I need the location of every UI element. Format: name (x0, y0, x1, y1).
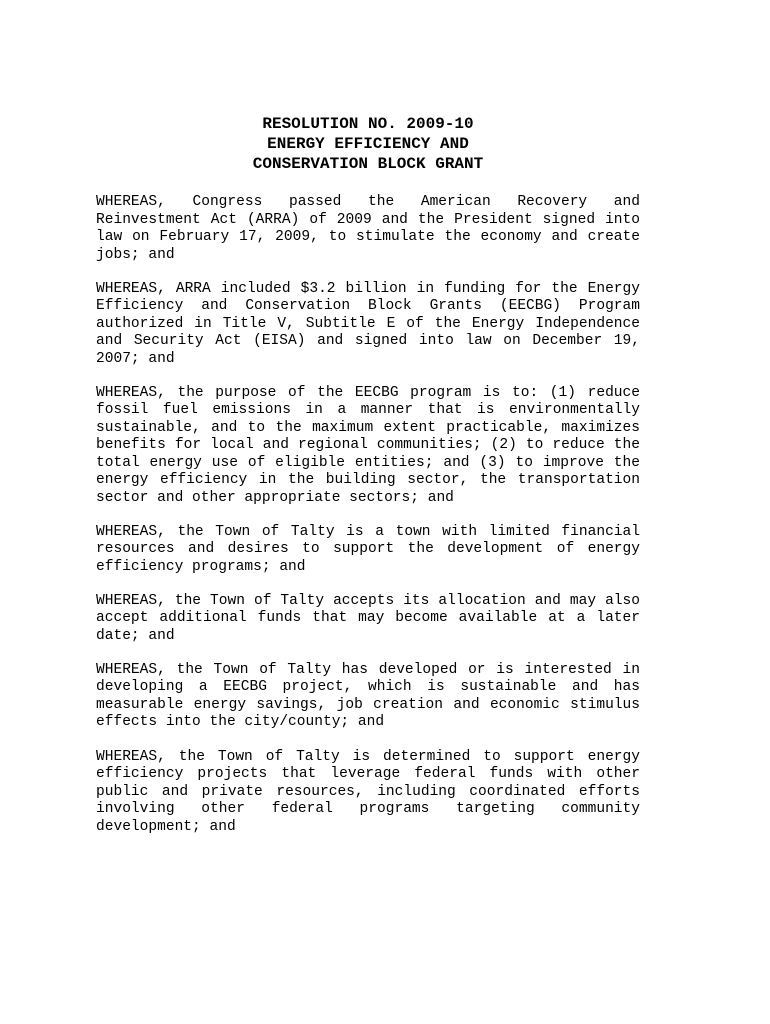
whereas-paragraph-leverage-funds: WHEREAS, the Town of Talty is determined to support energy efficiency projects that leverage federal funds with other public and private resources, including coordinated efforts involving other federal programs targeting community development; and (96, 748, 640, 835)
title-line-block-grant: CONSERVATION BLOCK GRANT (252, 155, 484, 173)
resolution-title (96, 114, 640, 174)
whereas-paragraph-eecbg-funding: WHEREAS, ARRA included $3.2 billion in funding for the Energy Efficiency and Conservation Block Grants (EECBG) Program authorized in Title V, Subtitle E of the Energy Independence and Security Act (EISA) and signed into law on December 19, 2007; and (96, 280, 640, 367)
title-line-resolution-number: RESOLUTION NO. 2009-10 (262, 115, 474, 133)
whereas-paragraph-limited-resources: WHEREAS, the Town of Talty is a town with limited financial resources and desires to support the development of energy efficiency programs; and (96, 523, 640, 575)
whereas-paragraph-program-purpose: WHEREAS, the purpose of the EECBG program is to: (1) reduce fossil fuel emissions in a manner that is environmentally sustainable, and to the maximum extent practicable, maximizes benefits for local and regional communities; (2) to reduce the total energy use of eligible entities; and (3) to improve the energy efficiency in the building sector, the transportation sector and other appropriate sectors; and (96, 384, 640, 506)
whereas-paragraph-arra: WHEREAS, Congress passed the American Recovery and Reinvestment Act (ARRA) of 2009 and the President signed into law on February 17, 2009, to stimulate the economy and create jobs; and (96, 194, 640, 263)
resolution-body (96, 194, 640, 853)
whereas-paragraph-project-development: WHEREAS, the Town of Talty has developed or is interested in developing a EECBG project, which is sustainable and has measurable energy savings, job creation and economic stimulus effects into the city/county; and (96, 661, 640, 731)
whereas-paragraph-allocation: WHEREAS, the Town of Talty accepts its allocation and may also accept additional funds that may become available at a later date; and (96, 592, 640, 644)
title-line-energy-efficiency: ENERGY EFFICIENCY AND (267, 135, 469, 153)
